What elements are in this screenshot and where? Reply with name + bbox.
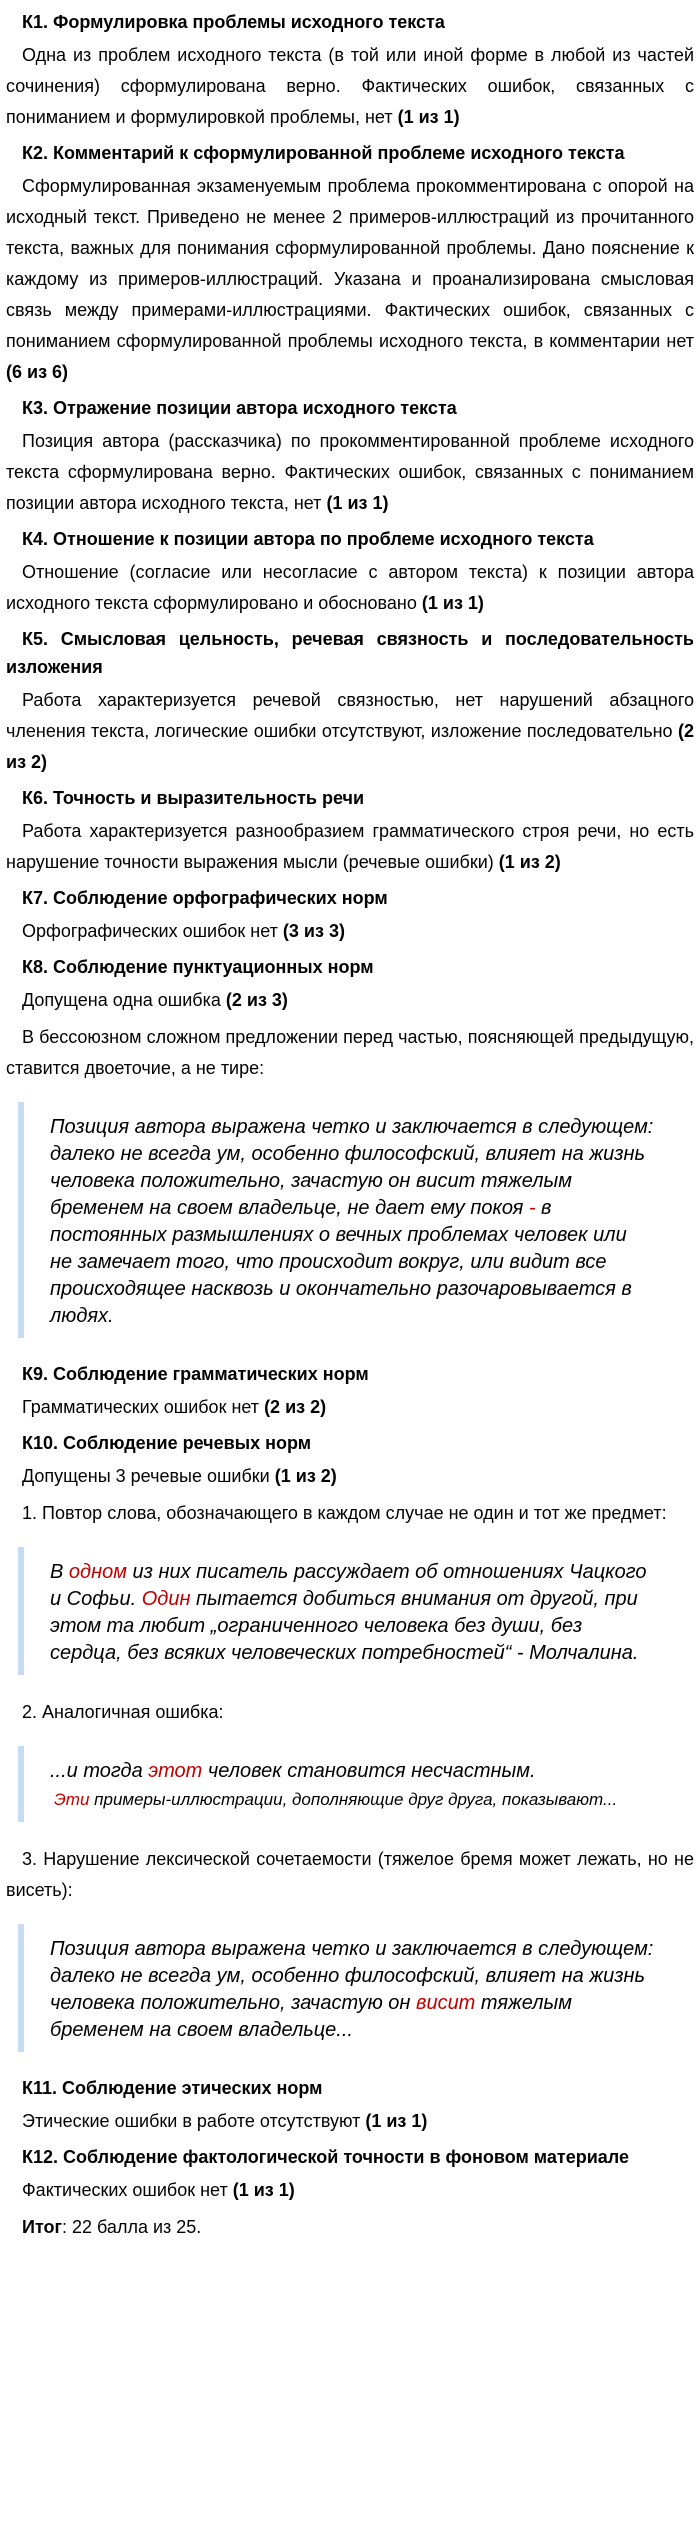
criterion-score: (1 из 1) bbox=[326, 493, 389, 513]
quote-text: ...и тогда bbox=[50, 1760, 149, 1782]
error-highlight: - bbox=[528, 1197, 536, 1219]
quote-line bbox=[50, 1785, 654, 1814]
criterion-title-k1: К1. Формулировка проблемы исходного текста bbox=[22, 12, 445, 32]
criterion-comment: Сформулированная экзаменуемым проблема прокомментирована с опорой на исходный текст. Приведено не менее 2 примеров-иллюстраций из прочитанного текста, важных для понимания сформулированной проблемы. Дано пояснение к каждому из примеров-иллюстраций. Указана и проанализирована смысловая связь между примерами-иллюстрациями. Фактических ошибок, связанных с пониманием сформулированной проблемы исходного текста, в комментарии нет bbox=[6, 176, 694, 351]
error-highlight: этот bbox=[148, 1760, 203, 1782]
criterion-score: (2 из 2) bbox=[264, 1397, 327, 1417]
criterion-text-k6 bbox=[6, 816, 694, 878]
error-explanation: 1. Повтор слова, обозначающего в каждом случае не один и тот же предмет: bbox=[22, 1503, 667, 1523]
criterion-comment: Грамматических ошибок нет bbox=[22, 1397, 260, 1417]
criterion-score: (1 из 2) bbox=[498, 852, 561, 872]
criterion-comment: Позиция автора (рассказчика) по прокомментированной проблеме исходного текста сформулирована верно. Фактических ошибок, связанных с пониманием позиции автора исходного текста, нет bbox=[6, 431, 694, 513]
criterion-comment: Допущены 3 речевые ошибки bbox=[22, 1466, 270, 1486]
criterion-title-k5: К5. Смысловая цельность, речевая связность и последовательность изложения bbox=[6, 629, 694, 677]
quote-block bbox=[18, 1102, 694, 1338]
criterion-title-k10: К10. Соблюдение речевых норм bbox=[22, 1433, 312, 1453]
quote-text: В bbox=[50, 1561, 69, 1583]
error-explanation: 2. Аналогичная ошибка: bbox=[22, 1702, 224, 1722]
quote-text: в постоянных размышлениях о вечных проблемах человек или не замечает того, что происходит вокруг, или видит все происходящее насквозь и окончательно разочаровывается в людях. bbox=[50, 1197, 632, 1327]
quote-text: Позиция автора выражена четко и заключается в следующем: далеко не всегда ум, особенно философский, влияет на жизнь человека положительно, зачастую он висит тяжелым бременем на своем владельце, не дает ему покоя bbox=[50, 1116, 654, 1219]
quote-text: пытается добиться внимания от другой, при этом та любит „ограниченного человека без души, без сердца, без всяких человеческих потребностей“ - Молчалина. bbox=[50, 1588, 639, 1664]
criterion-text-k5 bbox=[6, 685, 694, 778]
criterion-text-k10 bbox=[6, 1461, 694, 1492]
criterion-text-k4 bbox=[6, 557, 694, 619]
quote-block bbox=[18, 1924, 694, 2052]
criterion-score: (1 из 1) bbox=[365, 2111, 428, 2131]
criterion-text-k3 bbox=[6, 426, 694, 519]
criterion-text-k2 bbox=[6, 171, 694, 388]
error-explanation: В бессоюзном сложном предложении перед частью, поясняющей предыдущую, ставится двоеточие, а не тире: bbox=[6, 1027, 694, 1078]
total-label: Итог bbox=[22, 2217, 63, 2237]
criterion-title-k4: К4. Отношение к позиции автора по проблеме исходного текста bbox=[22, 529, 594, 549]
quote-text: человек становится несчастным. bbox=[202, 1760, 536, 1782]
criterion-comment: Фактических ошибок нет bbox=[22, 2180, 228, 2200]
criterion-score: (3 из 3) bbox=[282, 921, 345, 941]
criterion-score: (1 из 2) bbox=[274, 1466, 337, 1486]
criterion-title-k6: К6. Точность и выразительность речи bbox=[22, 788, 365, 808]
criterion-comment: Одна из проблем исходного текста (в той или иной форме в любой из частей сочинения) сформулирована верно. Фактических ошибок, связанных с пониманием и формулировкой проблемы, нет bbox=[6, 45, 694, 127]
criterion-title-k9: К9. Соблюдение грамматических норм bbox=[22, 1364, 369, 1384]
criterion-title-k12: К12. Соблюдение фактологической точности в фоновом материале bbox=[22, 2147, 629, 2167]
criterion-comment: Отношение (согласие или несогласие с автором текста) к позиции автора исходного текста сформулировано и обосновано bbox=[6, 562, 694, 613]
criterion-title-k11: К11. Соблюдение этических норм bbox=[22, 2078, 323, 2098]
criterion-text-k11 bbox=[6, 2106, 694, 2137]
criterion-text-k8 bbox=[6, 985, 694, 1016]
criterion-comment: Орфографических ошибок нет bbox=[22, 921, 278, 941]
quote-line bbox=[50, 1758, 654, 1785]
error-highlight: висит bbox=[416, 1992, 476, 2014]
criterion-score: (6 из 6) bbox=[6, 362, 69, 382]
criterion-title-k7: К7. Соблюдение орфографических норм bbox=[22, 888, 388, 908]
error-highlight: Эти bbox=[54, 1790, 90, 1809]
criterion-comment: Работа характеризуется речевой связностью, нет нарушений абзацного членения текста, логические ошибки отсутствуют, изложение последовательно bbox=[6, 690, 694, 741]
criterion-title-k2: К2. Комментарий к сформулированной проблеме исходного текста bbox=[22, 143, 625, 163]
criterion-text-k7 bbox=[6, 916, 694, 947]
criterion-text-k1 bbox=[6, 40, 694, 133]
criterion-title-k8: К8. Соблюдение пунктуационных норм bbox=[22, 957, 374, 977]
criterion-text-k9 bbox=[6, 1392, 694, 1423]
error-explanation: 3. Нарушение лексической сочетаемости (тяжелое бремя может лежать, но не висеть): bbox=[6, 1849, 694, 1900]
quote-block bbox=[18, 1746, 694, 1822]
criterion-score: (1 из 1) bbox=[232, 2180, 295, 2200]
criterion-comment: Работа характеризуется разнообразием грамматического строя речи, но есть нарушение точности выражения мысли (речевые ошибки) bbox=[6, 821, 694, 872]
criterion-score: (2 из 2) bbox=[6, 721, 694, 772]
total-score bbox=[6, 2212, 694, 2243]
quote-text: Позиция автора выражена четко и заключается в следующем: далеко не всегда ум, особенно философский, влияет на жизнь человека положительно, зачастую он bbox=[50, 1938, 654, 2014]
criterion-score: (2 из 3) bbox=[225, 990, 288, 1010]
error-highlight: одном bbox=[68, 1561, 127, 1583]
criterion-comment: Допущена одна ошибка bbox=[22, 990, 221, 1010]
criterion-comment: Этические ошибки в работе отсутствуют bbox=[22, 2111, 361, 2131]
criterion-text-k12 bbox=[6, 2175, 694, 2206]
quote-text: тяжелым бременем на своем владельце... bbox=[50, 1992, 572, 2041]
total-value: : 22 балла из 25. bbox=[62, 2217, 202, 2237]
criterion-score: (1 из 1) bbox=[421, 593, 484, 613]
criterion-title-k3: К3. Отражение позиции автора исходного текста bbox=[22, 398, 457, 418]
quote-text: из них писатель рассуждает об отношениях Чацкого и Софьи. bbox=[50, 1561, 647, 1610]
quote-block bbox=[18, 1547, 694, 1675]
error-highlight: Один bbox=[141, 1588, 191, 1610]
quote-text: примеры-иллюстрации, дополняющие друг друга, показывают... bbox=[89, 1790, 618, 1809]
criterion-score: (1 из 1) bbox=[397, 107, 460, 127]
